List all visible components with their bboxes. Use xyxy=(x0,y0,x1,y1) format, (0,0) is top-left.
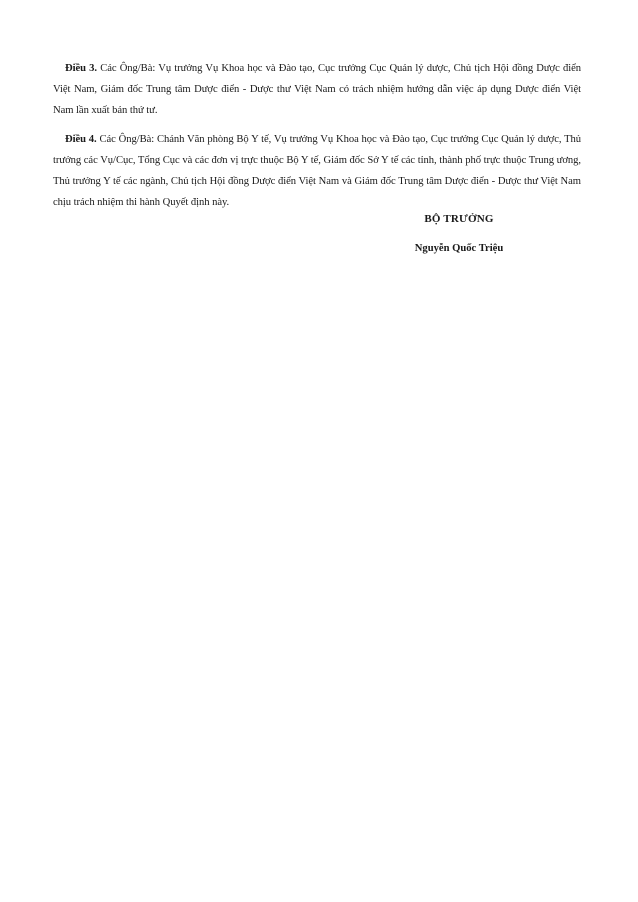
article-3-text: Các Ông/Bà: Vụ trưởng Vụ Khoa học và Đào tạo, Cục trưởng Cục Quản lý dược, Chủ tịch Hội đồng Dược điển Việt Nam, Giám đốc Trung tâm Dược điển - Dược thư Việt Nam có trách nhiệm hướng dẫn việc áp dụng Dược điển Việt Nam lần xuất bản thứ tư. xyxy=(53,63,581,116)
article-4 xyxy=(53,129,581,213)
signer-title: BỘ TRƯỞNG xyxy=(424,213,494,225)
signer-name: Nguyễn Quốc Triệu xyxy=(414,243,504,254)
signature-block xyxy=(384,210,534,258)
article-4-text: Các Ông/Bà: Chánh Văn phòng Bộ Y tế, Vụ trưởng Vụ Khoa học và Đào tạo, Cục trưởng Cục Quản lý dược, Thủ trưởng các Vụ/Cục, Tổng Cục và các đơn vị trực thuộc Bộ Y tế, Giám đốc Sở Y tế các tỉnh, thành phố trực thuộc Trung ương, Thủ trưởng Y tế các ngành, Chủ tịch Hội đồng Dược điển Việt Nam và Giám đốc Trung tâm Dược điển - Dược thư Việt Nam chịu trách nhiệm thi hành Quyết định này. xyxy=(53,134,581,208)
article-3 xyxy=(53,58,581,121)
article-4-label: Điều 4. xyxy=(65,134,97,145)
article-3-label: Điều 3. xyxy=(65,63,98,74)
document-body xyxy=(53,58,581,221)
